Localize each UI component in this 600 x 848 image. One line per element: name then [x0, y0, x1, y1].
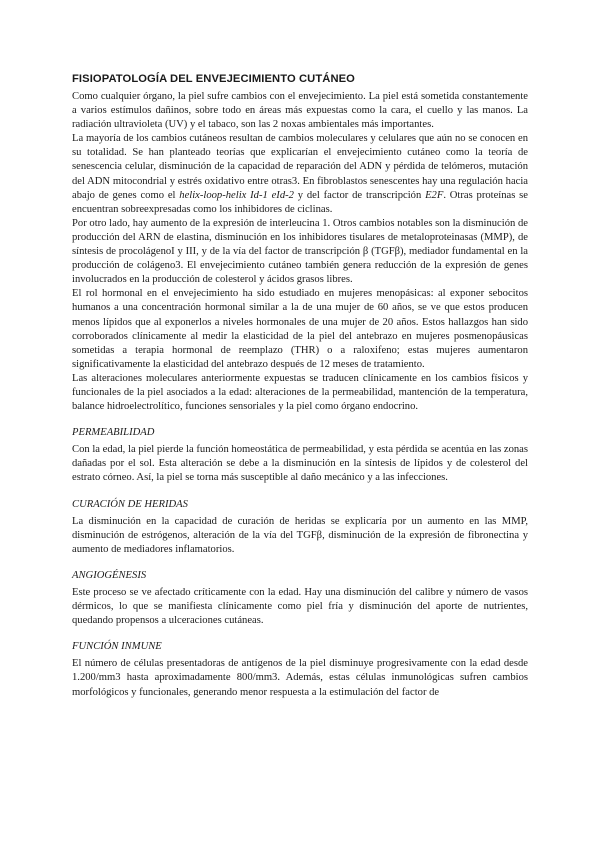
section-heading: ANGIOGÉNESIS [72, 569, 147, 581]
intro-paragraph-2 [72, 132, 528, 217]
intro-paragraph-1: Como cualquier órgano, la piel sufre cambios con el envejecimiento. La piel está sometida constantemente a varios estímulos dañinos, sobre todo en áreas más expuestas como la cara, el cuello y las manos. La radiación ultravioleta (UV) y el tabaco, son las 2 noxas ambientales más importantes. [72, 91, 528, 131]
section-body: Con la edad, la piel pierde la función homeostática de permeabilidad, y esta pérdida se acentúa en las zonas dañadas por el sol. Esta alteración se debe a la disminución en la síntesis de lípidos y de colesterol del estrato córneo. Así, la piel se torna más susceptible al daño mecánico y a las infecciones. [72, 444, 528, 484]
section-angiogenesis [72, 569, 528, 628]
document-title: FISIOPATOLOGÍA DEL ENVEJECIMIENTO CUTÁNEO [72, 73, 355, 85]
section-body: Este proceso se ve afectado críticamente con la edad. Hay una disminución del calibre y número de vasos dérmicos, lo que se manifiesta clínicamente como piel fría y disminución del aporte de nutrientes, quedando propensos a ulceraciones cutáneas. [72, 587, 528, 627]
section-body: La disminución en la capacidad de curación de heridas se explicaría por un aumento en las MMP, disminución de estrógenos, alteración de la vía del TGFβ, disminución de la expresión de fibronectina y aumento de mediadores inflamatorios. [72, 515, 528, 555]
intro-paragraph-3: Por otro lado, hay aumento de la expresión de interleucina 1. Otros cambios notables son la disminución de producción del ARN de elastina, disminución en los inhibidores tisulares de metaloproteinasas (MMP), de síntesis de procolágenoI y III, y de la vía del factor de transcripción β (TGFβ), mediador fundamental en la producción de colágeno3. El envejecimiento cutáneo también genera reducción de la expresión de genes involucrados en la producción de colesterol y ácidos grasos libres. [72, 217, 528, 286]
paragraph-text: y del factor de transcripción [293, 189, 426, 201]
intro-paragraph-4: El rol hormonal en el envejecimiento ha sido estudiado en mujeres menopásicas: al exponer sebocitos humanos a una concentración hormonal similar a la de una mujer de 60 años, se ve que estos producen menos lípidos que al exponerlos a niveles hormonales de una mujer de 20 años. Estos hallazgos han sido corroborados clínicamente al medir la elasticidad de la piel del antebrazo en mujeres posmenopáusicas sometidas a terapia hormonal de reemplazo (THR) o a raloxifeno; estas mujeres aumentaron significativamente la elasticidad del antebrazo después de 12 meses de tratamiento. [72, 288, 528, 370]
paragraph-text: . Otras proteínas se encuentran sobreexpresadas como los inhibidores de ciclinas. [72, 189, 528, 215]
section-heading: CURACIÓN DE HERIDAS [72, 498, 188, 510]
intro-paragraph-5: Las alteraciones moleculares anteriormente expuestas se traducen clínicamente en los cambios físicos y funcionales de la piel asociados a la edad: alteraciones de la permeabilidad, mantención de la temperatura, balance hidroelectrolítico, funciones sensoriales y la piel como órgano endocrino. [72, 372, 528, 413]
section-permeabilidad [72, 426, 528, 485]
section-body: El número de células presentadoras de antígenos de la piel disminuye progresivamente con la edad desde 1.200/mm3 hasta aproximadamente 800/mm3. Además, estas células inmunológicas sufren cambios morfológicos y funcionales, generando menor respuesta a la estimulación del factor de [72, 658, 528, 698]
section-heading: PERMEABILIDAD [72, 427, 155, 439]
document-page [72, 72, 528, 700]
section-funcion-inmune [72, 640, 528, 699]
gene-name-italic: helix-loop-helix Id-1 eId-2 [179, 189, 294, 201]
section-heading: FUNCIÓN INMUNE [72, 641, 162, 653]
paragraph-text: La mayoría de los cambios cutáneos resultan de cambios moleculares y celulares que aún no se conocen en su totalidad. Se han planteado teorías que explicarían el envejecimiento cutáneo como la teoría de senescencia celular, disminución de la capacidad de reparación del ADN y pérdida de telómeros, mutación del ADN mitocondrial y estrés oxidativo entre otras3. En fibroblastos senescentes hay una regulación hacia abajo de genes como el [72, 133, 528, 201]
transcription-factor-italic: E2F [425, 189, 444, 201]
section-curacion-de-heridas [72, 498, 528, 557]
